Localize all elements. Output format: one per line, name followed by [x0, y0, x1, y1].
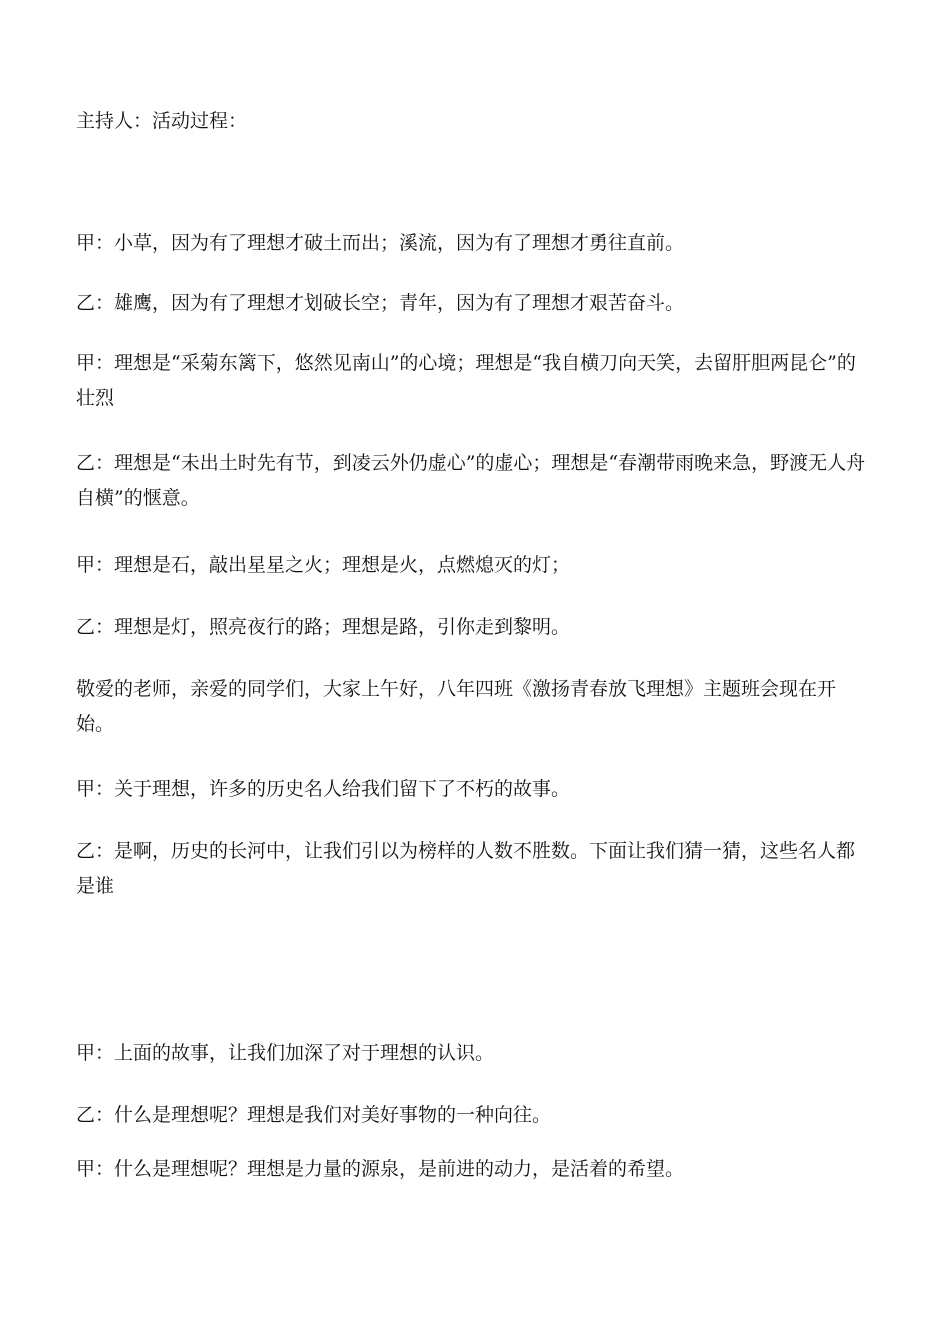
- paragraph: 乙：理想是灯，照亮夜行的路；理想是路，引你走到黎明。: [76, 616, 571, 638]
- paragraph: 甲：理想是“采菊东篱下，悠然见南山”的心境；理想是“我自横刀向天笑，去留肝胆两昆仑”的壮烈: [76, 352, 856, 409]
- paragraph: 乙：什么是理想呢？理想是我们对美好事物的一种向往。: [76, 1104, 552, 1126]
- paragraph: 乙：雄鹰，因为有了理想才划破长空；青年，因为有了理想才艰苦奋斗。: [76, 292, 685, 314]
- document-heading: 主持人：活动过程：: [76, 110, 248, 132]
- paragraph: 甲：理想是石，敲出星星之火；理想是火，点燃熄灭的灯；: [76, 554, 571, 576]
- paragraph: 乙：理想是“未出土时先有节，到凌云外仍虚心”的虚心；理想是“春潮带雨晚来急，野渡无人舟自横”的惬意。: [76, 452, 866, 509]
- paragraph: 甲：关于理想，许多的历史名人给我们留下了不朽的故事。: [76, 778, 571, 800]
- paragraph: 甲：上面的故事，让我们加深了对于理想的认识。: [76, 1042, 495, 1064]
- paragraph: 乙：是啊，历史的长河中，让我们引以为榜样的人数不胜数。下面让我们猜一猜，这些名人都是谁: [76, 840, 856, 897]
- paragraph: 甲：什么是理想呢？理想是力量的源泉，是前进的动力，是活着的希望。: [76, 1158, 685, 1180]
- paragraph: 甲：小草，因为有了理想才破土而出；溪流，因为有了理想才勇往直前。: [76, 232, 685, 254]
- paragraph: 敬爱的老师，亲爱的同学们，大家上午好，八年四班《激扬青春放飞理想》主题班会现在开始。: [76, 678, 837, 735]
